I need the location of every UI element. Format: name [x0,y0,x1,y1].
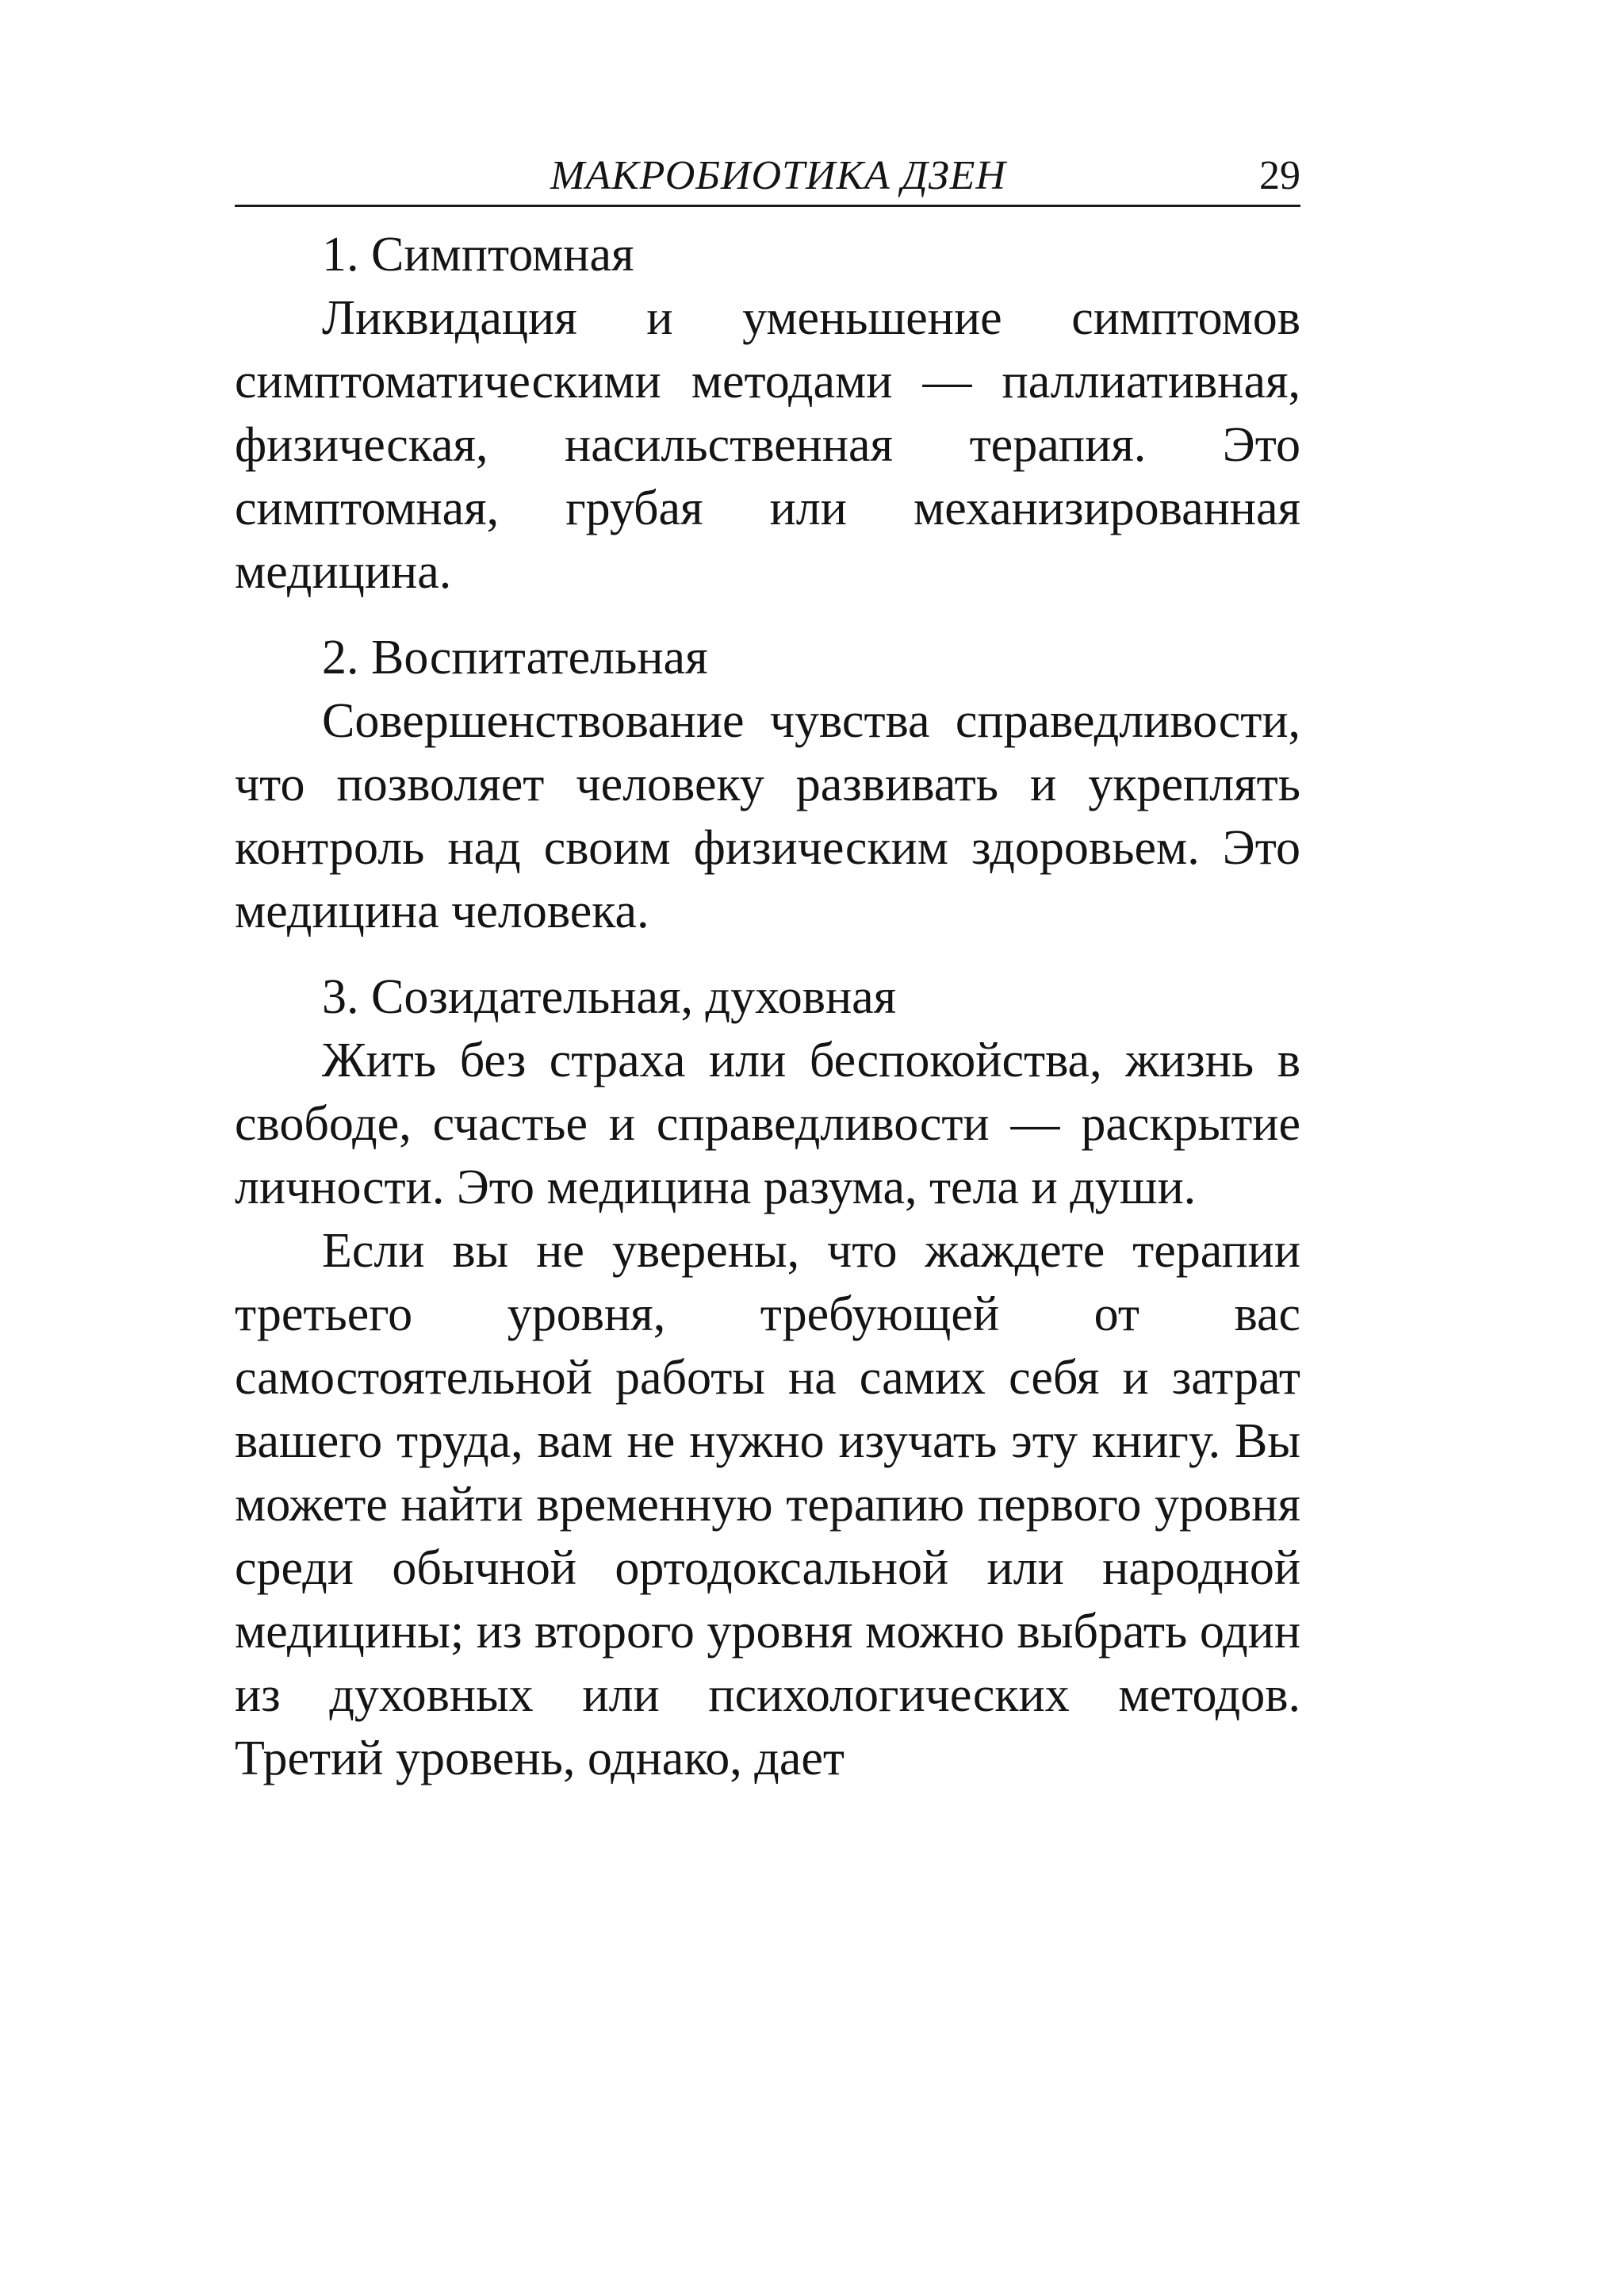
body-text [235,223,1300,1790]
section-text-1: Ликвидация и уменьшение симптомов симптоматическими методами — паллиативная, физическая, насильственная терапия. Это симптомная, грубая или механизированная медицина. [235,291,1300,599]
book-page [235,143,1300,1790]
section-heading-3: 3. Созидательная, духовная [322,970,897,1024]
section-heading-1: 1. Симптомная [322,228,634,282]
section-heading-2: 2. Воспитательная [322,631,708,685]
running-header [235,143,1300,207]
page-number: 29 [1259,153,1300,198]
closing-paragraph: Если вы не уверены, что жаждете терапии третьего уровня, требующей от вас самостоятельной работы на самих себя и затрат вашего труда, вам не нужно изучать эту книгу. Вы можете найти временную терапию первого уровня среди обычной ортодоксальной или народной медицины; из второго уровня можно выбрать один из духовных или психологических методов. Третий уровень, однако, дает [235,1224,1300,1785]
section-text-2: Совершенствование чувства справедливости, что позволяет человеку развивать и укреплять контроль над своим физическим здоровьем. Это медицина человека. [235,694,1300,938]
running-title: МАКРОБИОТИКА ДЗЕН [550,153,1006,198]
section-text-3: Жить без страха или беспокойства, жизнь в свободе, счастье и справедливости — раскрытие личности. Это медицина разума, тела и души. [235,1034,1300,1214]
